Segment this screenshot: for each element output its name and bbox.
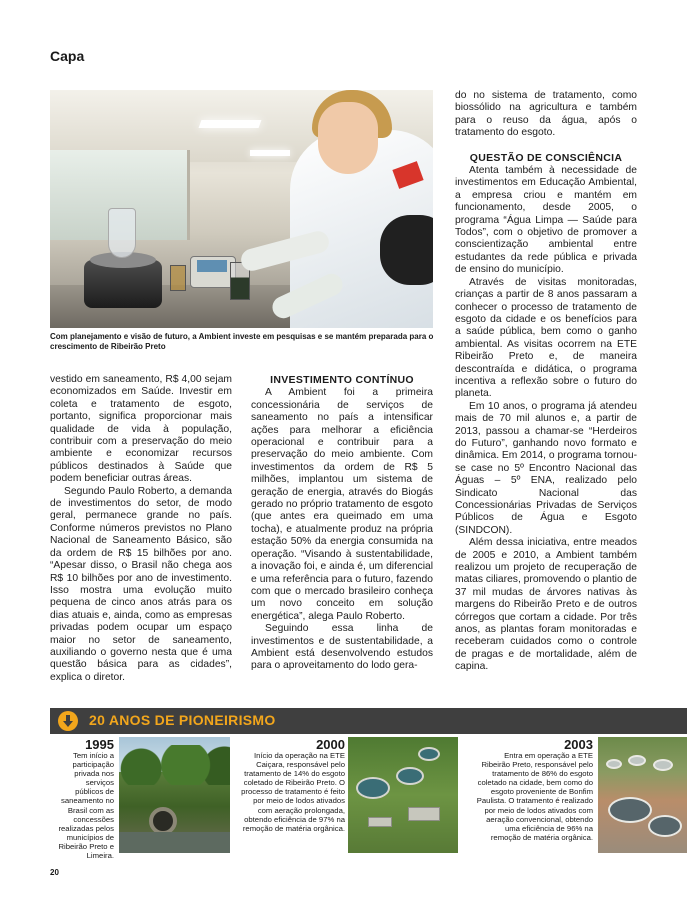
down-arrow-icon	[58, 711, 78, 731]
article-column-1	[50, 374, 232, 684]
paragraph: Em 10 anos, o programa já atendeu mais de 70 mil alunos e, a partir de 2013, passou a chamar-se “Herdeiros do Futuro”, ganhando novo formato e dinâmica. Em 2014, o programa tornou-se case no 5º Encontro Nacional das Águas – 5º ENA, realizado pelo Sindicato Nacional das Concessionárias Privadas de Serviços Públicos de Água e Esgoto (SINDCON).	[455, 400, 638, 536]
article-column-2	[251, 374, 433, 673]
paragraph: Seguindo essa linha de investimentos e de sustentabilidade, a Ambient está desenvolvendo estudos para o aproveitamento do lodo gera-	[251, 623, 433, 672]
timeline-text-1995: Tem início a participação privada nos serviços públicos de saneamento no Brasil com as concessões realizadas pelos municípios de Ribeirão Preto e Limeira.	[58, 751, 114, 861]
timeline-year-1995: 1995	[85, 737, 114, 752]
timeline-year-2000: 2000	[316, 737, 345, 752]
paragraph: Através de visitas monitoradas, crianças a partir de 8 anos passaram a conhecer o processo de tratamento de esgoto da cidade e os benefícios para a saúde pública, bem como o ganho ambiental. As visitas ocorrem na ETE Ribeirão Preto e, de maneira descontraída e didática, o programa incentiva a reflexão sobre o futuro do planeta.	[455, 276, 637, 400]
subheading-consciencia: QUESTÃO DE CONSCIÊNCIA	[469, 151, 623, 164]
timeline-title: 20 ANOS DE PIONEIRISMO	[89, 712, 276, 728]
article-column-3	[455, 90, 637, 674]
timeline-text-2003: Entra em operação a ETE Ribeirão Preto, responsável pelo tratamento de 86% do esgoto coletado na cidade, bem como do esgoto proveniente de Bonfim Paulista. O tratamento é realizado por meio de lodos ativados com aeração convencional, obtendo uma eficiência de 96% na remoção de matéria orgânica.	[476, 751, 593, 842]
timeline-photo-2000	[348, 737, 458, 853]
hero-caption: Com planejamento e visão de futuro, a Ambient investe em pesquisas e se mantém preparada para o crescimento de Ribeirão Preto	[50, 332, 434, 351]
paragraph: A Ambient foi a primeira concessionária de serviços de saneamento no país a intensificar ações para melhorar a eficiência operacional e contribuir para a preservação do meio ambiente. Com investimentos da ordem de R$ 5 milhões, implantou um sistema de geração de energia, através do Biogás gerado no próprio tratamento de esgoto (que antes era queimado em uma tocha), e atualmente produz na própria estação 50% da energia consumida na operação. “Visando à sustentabilidade, a inovação foi, e ainda é, um diferencial e uma referência para o futuro, fazendo com que o mercado brasileiro conheça um novo conceito em solução energética”, alega Paulo Roberto.	[251, 387, 433, 622]
paragraph: vestido em saneamento, R$ 4,00 sejam economizados em Saúde. Investir em coleta e tratamento de esgoto, portanto, significa proporcionar mais qualidade de vida à população, contribuir com a preservação do meio ambiente e economizar recursos públicos destinados à Saúde que podem beneficiar outras áreas.	[50, 374, 232, 485]
paragraph: Segundo Paulo Roberto, a demanda de investimentos do setor, de modo geral, permanece grande no país. Conforme números previstos no Plano Nacional de Saneamento Básico, são da ordem de R$ 15 bilhões por ano. “Apesar disso, o Brasil não chega aos R$ 10 bilhões por ano de investimento. Isso mostra uma evolução muito pequena de cinco anos atrás para os dias atuais e, ainda, como as empresas privadas podem ocupar um espaço maior no setor de saneamento, auxiliando o governo nesta que é uma questão básica para as cidades”, explica o diretor.	[50, 485, 232, 683]
paragraph: Atenta também à necessidade de investimentos em Educação Ambiental, a empresa criou e mantém em funcionamento, desde 2005, o programa “Água Limpa — Saúde para Todos”, com o objetivo de promover a conscientização ambiental entre estudantes da rede pública e privada de ensino do município.	[455, 165, 637, 276]
timeline-text-2000: Início da operação na ETE Caiçara, responsável pelo tratamento de 14% do esgoto coletado de Ribeirão Preto. O processo de tratamento é feito por meio de lodos ativados com aeração prolongada, obtendo eficiência de 97% na remoção de matéria orgânica.	[241, 751, 345, 833]
hero-photo-lab	[50, 90, 433, 328]
timeline-year-2003: 2003	[564, 737, 593, 752]
paragraph: do no sistema de tratamento, como biossólido na agricultura e também para o reuso da água, após o tratamento do esgoto.	[455, 90, 637, 139]
timeline-photo-1995	[119, 737, 230, 853]
timeline-photo-2003	[598, 737, 687, 853]
paragraph: Além dessa iniciativa, entre meados de 2005 e 2010, a Ambient também realizou um projeto de recuperação de matas ciliares, promovendo o plantio de 37 mil mudas de árvores nativas às margens do Ribeirão Preto e de outros córregos que cortam a cidade. Por três anos, as plantas foram monitoradas e receberam cuidados como o controle de pragas e de mortalidade, além de capina.	[455, 537, 638, 673]
subheading-investimento: INVESTIMENTO CONTÍNUO	[270, 374, 414, 386]
page-number: 20	[50, 868, 59, 877]
section-label: Capa	[50, 48, 85, 64]
